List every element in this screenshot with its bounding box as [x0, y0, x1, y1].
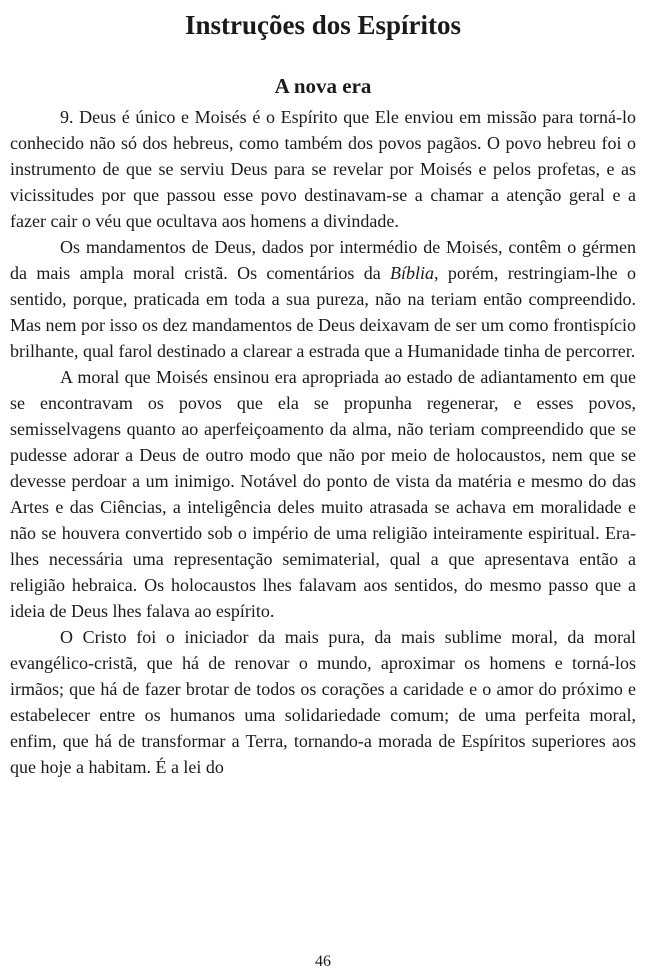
paragraph-number: 9.	[60, 107, 74, 127]
paragraph-cristo: O Cristo foi o iniciador da mais pura, da mais sublime moral, da moral evangélico-cristã, que há de renovar o mundo, aproximar os homens e torná-los irmãos; que há de fazer brotar de todos os corações a caridade e o amor do próximo e estabelecer entre os humanos uma solidariedade comum; de uma perfeita moral, enfim, que há de transformar a Terra, tornando-a morada de Espíritos superiores aos que hoje a habitam. É a lei do	[10, 627, 636, 777]
paragraph-mandamentos	[10, 234, 636, 364]
paragraph-text-after: , porém, restringiam-lhe o sentido, porque, praticada em toda a sua pureza, não na teriam então compreendido. Mas nem por isso os dez mandamentos de Deus deixavam de ser um como frontispício brilhante, qual farol destinado a clarear a estrada que a Humanidade tinha de percorrer.	[10, 263, 636, 361]
paragraph-text-before: Os mandamentos de Deus, dados por intermédio de Moisés, contêm o gérmen da mais ampla moral cristã. Os comentários da	[10, 237, 636, 283]
paragraph-9	[10, 104, 636, 234]
paragraph-moral-moises: A moral que Moisés ensinou era apropriada ao estado de adiantamento em que se encontravam os povos que ela se propunha regenerar, e esses povos, semisselvagens quanto ao aperfeiçoamento da alma, não teriam compreendido que se pudesse adorar a Deus de outro modo que não por meio de holocaustos, nem que se devesse perdoar a um inimigo. Notável do ponto de vista da matéria e mesmo do das Artes e das Ciências, a inteligência deles muito atrasada se achava em moralidade e não se houvera convertido sob o império de uma religião inteiramente espiritual. Era-lhes necessária uma representação semimaterial, qual a que apresentava então a religião hebraica. Os holocaustos lhes falavam aos sentidos, do mesmo passo que a ideia de Deus lhes falava ao espírito.	[10, 367, 636, 621]
paragraph-text: Deus é único e Moisés é o Espírito que Ele enviou em missão para torná-lo conhecido não só dos hebreus, como também dos povos pagãos. O povo hebreu foi o instrumento de que se serviu Deus para se revelar por Moisés e pelos profetas, e as vicissitudes por que passou esse povo destinavam-se a chamar a atenção geral e a fazer cair o véu que ocultava aos homens a divindade.	[10, 107, 636, 231]
book-page	[10, 0, 636, 980]
body-text	[10, 104, 636, 780]
chapter-title: Instruções dos Espíritos	[184, 10, 462, 40]
book-title-biblia: Bíblia	[390, 263, 435, 283]
section-title: A nova era	[274, 74, 372, 98]
page-number: 46	[315, 953, 331, 970]
